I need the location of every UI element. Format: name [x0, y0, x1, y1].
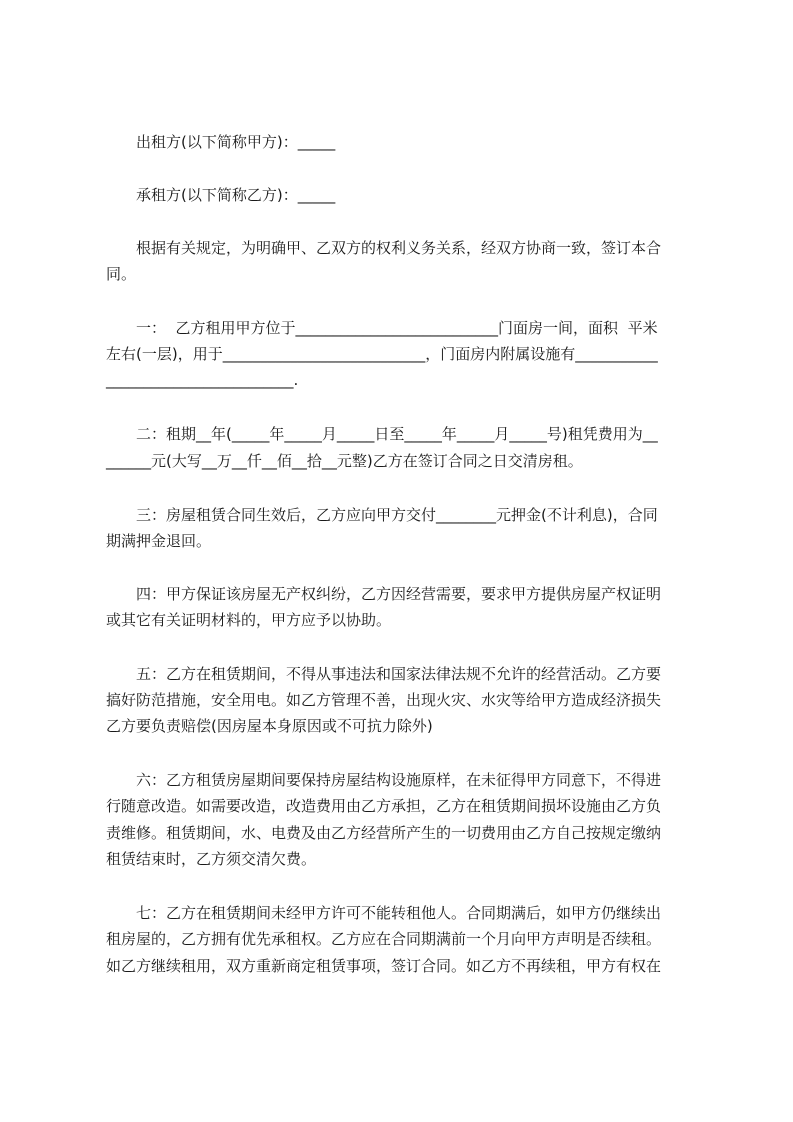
clause-6-line-3: 责维修。租赁期间，水、电费及由乙方经营所产生的一切费用由乙方自己按规定缴纳	[106, 824, 662, 842]
clause-6-line-2: 行随意改造。如需要改造，改造费用由乙方承担，乙方在租赁期间损坏设施由乙方负	[106, 797, 662, 815]
clause-7-line-2: 租房屋的，乙方拥有优先承租权。乙方应在合同期满前一个月向甲方声明是否续租。	[106, 930, 662, 948]
clause-2-line-2: ______元(大写__万__仟__佰__拾__元整)乙方在签订合同之日交清房租。	[106, 452, 583, 470]
clause-7-line-1: 七：乙方在租赁期间未经甲方许可不能转租他人。合同期满后，如甲方仍继续出	[136, 904, 662, 922]
clause-4-line-2: 或其它有关证明材料的，甲方应予以协助。	[106, 611, 392, 629]
clause-3-line-2: 期满押金退回。	[106, 532, 212, 550]
clause-3-line-1: 三：房屋租赁合同生效后，乙方应向甲方交付________元押金(不计利息)，合同	[136, 506, 658, 524]
intro-line-2: 同。	[106, 265, 137, 283]
clause-5-line-3: 乙方要负责赔偿(因房屋本身原因或不可抗力除外)	[106, 717, 433, 735]
lessor-line: 出租方(以下简称甲方)：_____	[136, 133, 336, 151]
lessee-line: 承租方(以下简称乙方)：_____	[136, 186, 336, 204]
clause-4-line-1: 四：甲方保证该房屋无产权纠纷，乙方因经营需要，要求甲方提供房屋产权证明	[136, 585, 662, 603]
clause-6-line-1: 六：乙方租赁房屋期间要保持房屋结构设施原样，在未征得甲方同意下，不得进	[136, 771, 662, 789]
clause-7-line-3: 如乙方继续租用，双方重新商定租赁事项，签订合同。如乙方不再续租，甲方有权在	[106, 957, 662, 975]
clause-5-line-1: 五：乙方在租赁期间，不得从事违法和国家法律法规不允许的经营活动。乙方要	[136, 665, 662, 683]
clause-1-line-2: 左右(一层)，用于___________________________，门面房内附属设施有___________	[106, 345, 658, 363]
clause-6-line-4: 租赁结束时，乙方须交清欠费。	[106, 850, 317, 868]
clause-1-line-1: 一： 乙方租用甲方位于___________________________门面房一间，面积 平米	[136, 319, 658, 337]
clause-2-line-1: 二：租期__年(_____年_____月_____日至_____年_____月_____号)租凭费用为__	[136, 425, 658, 443]
clause-1-line-3: _________________________.	[106, 371, 299, 389]
clause-5-line-2: 搞好防范措施，安全用电。如乙方管理不善，出现火灾、水灾等给甲方造成经济损失	[106, 691, 662, 709]
intro-line-1: 根据有关规定，为明确甲、乙双方的权利义务关系，经双方协商一致，签订本合	[136, 239, 662, 257]
